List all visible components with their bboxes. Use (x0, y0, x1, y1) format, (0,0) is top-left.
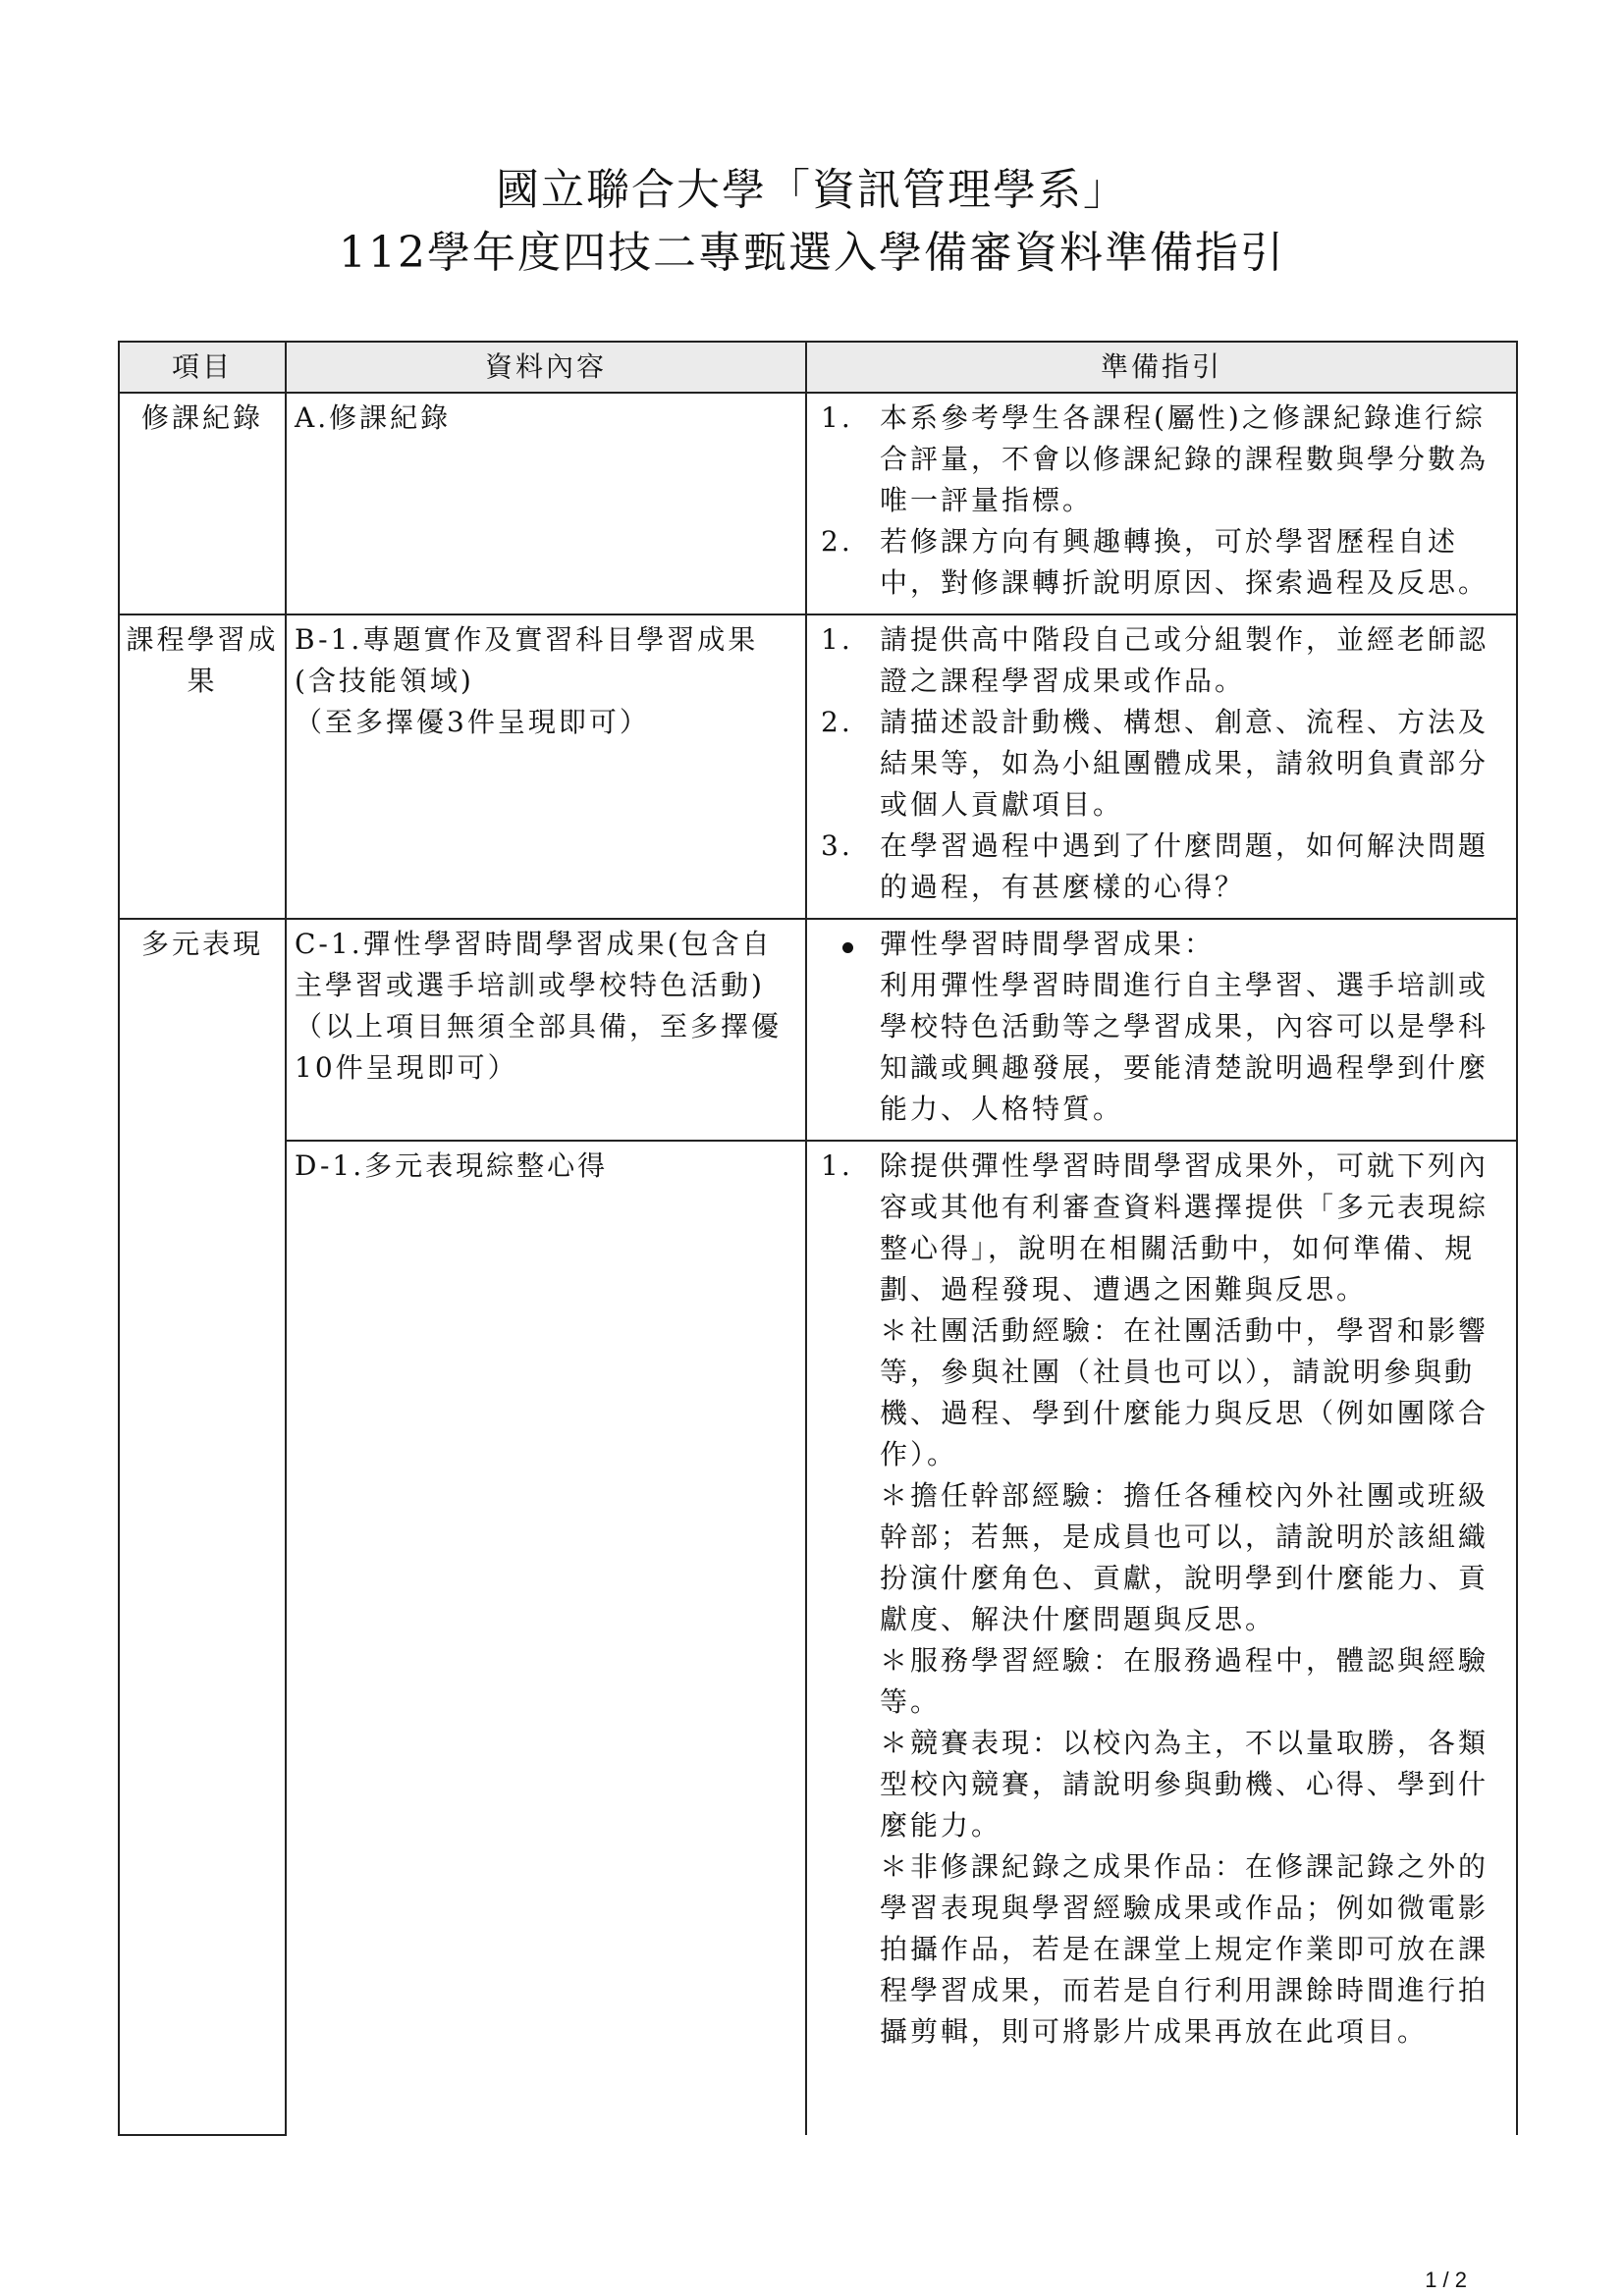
guide-cell (806, 393, 1517, 614)
category-cell: 多元表現 (119, 919, 286, 2135)
table-row (119, 919, 1517, 1141)
list-item: 3. 在學習過程中遇到了什麼問題，如何解決問題的過程，有甚麼樣的心得？ (821, 829, 1489, 903)
guide-cell (806, 614, 1517, 919)
document-title-line1: 國立聯合大學「資訊管理學系」 (496, 165, 1128, 215)
table-row (119, 393, 1517, 614)
content-cell: A.修課紀錄 (286, 393, 806, 614)
header-guide: 準備指引 (806, 342, 1517, 393)
table-row (119, 614, 1517, 919)
list-item: 2. 若修課方向有興趣轉換，可於學習歷程自述中，對修課轉折說明原因、探索過程及反思。 (821, 525, 1489, 599)
table-row (119, 1141, 1517, 2135)
guide-cell (806, 919, 1517, 1141)
content-cell: D-1.多元表現綜整心得 (286, 1141, 806, 2135)
document-title-line2: 112學年度四技二專甄選入學備審資料準備指引 (339, 228, 1285, 278)
header-item: 項目 (119, 342, 286, 393)
list-item: 彈性學習時間學習成果： 利用彈性學習時間進行自主學習、選手培訓或學校特色活動等之學習成果，內容可以是學科知識或興趣發展，要能清楚說明過程學到什麼能力、人格特質。 (815, 924, 1502, 1130)
list-item: 2. 請描述設計動機、構想、創意、流程、方法及結果等，如為小組團體成果，請敘明負責部分或個人貢獻項目。 (821, 706, 1489, 821)
category-cell: 修課紀錄 (119, 393, 286, 614)
guide-cell (806, 1141, 1517, 2135)
list-item: 1. 除提供彈性學習時間學習成果外，可就下列內容或其他有利審查資料選擇提供「多元表現綜整心得」，說明在相關活動中，如何準備、規劃、過程發現、遭遇之困難與反思。 ＊社團活動經驗：在社團活動中，學習和影響等，參與社團（社員也可以），請說明參與動機、過程、學到什麼能力與反思（例如團隊合作）。 ＊擔任幹部經驗：擔任各種校內外社團或班級幹部；若無，是成員也可以，請說明於該組織扮演什麼角色、貢獻，說明學到什麼能力、貢獻度、解決什麼問題與反思。 ＊服務學習經驗：在服務過程中，體認與經驗等。 ＊競賽表現：以校內為主，不以量取勝，各類型校內競賽，請說明參與動機、心得、學到什麼能力。 ＊非修課紀錄之成果作品：在修課記錄之外的學習表現與學習經驗成果或作品；例如微電影拍攝作品，若是在課堂上規定作業即可放在課程學習成果，而若是自行利用課餘時間進行拍攝剪輯，則可將影片成果再放在此項目。 (821, 1149, 1489, 2048)
content-cell: B-1.專題實作及實習科目學習成果(含技能領域) （至多擇優3件呈現即可） (286, 614, 806, 919)
guide-table (118, 341, 1518, 2136)
list-item: 1. 本系參考學生各課程(屬性)之修課紀錄進行綜合評量，不會以修課紀錄的課程數與學分數為唯一評量指標。 (821, 401, 1489, 516)
list-item: 1. 請提供高中階段自己或分組製作，並經老師認證之課程學習成果或作品。 (821, 623, 1489, 697)
header-content: 資料內容 (286, 342, 806, 393)
page-number: 1 / 2 (1425, 2268, 1467, 2292)
table-header-row (119, 342, 1517, 393)
bullet-icon (842, 942, 853, 953)
category-cell: 課程學習成果 (119, 614, 286, 919)
content-cell: C-1.彈性學習時間學習成果(包含自主學習或選手培訓或學校特色活動) （以上項目無須全部具備，至多擇優10件呈現即可） (286, 919, 806, 1141)
